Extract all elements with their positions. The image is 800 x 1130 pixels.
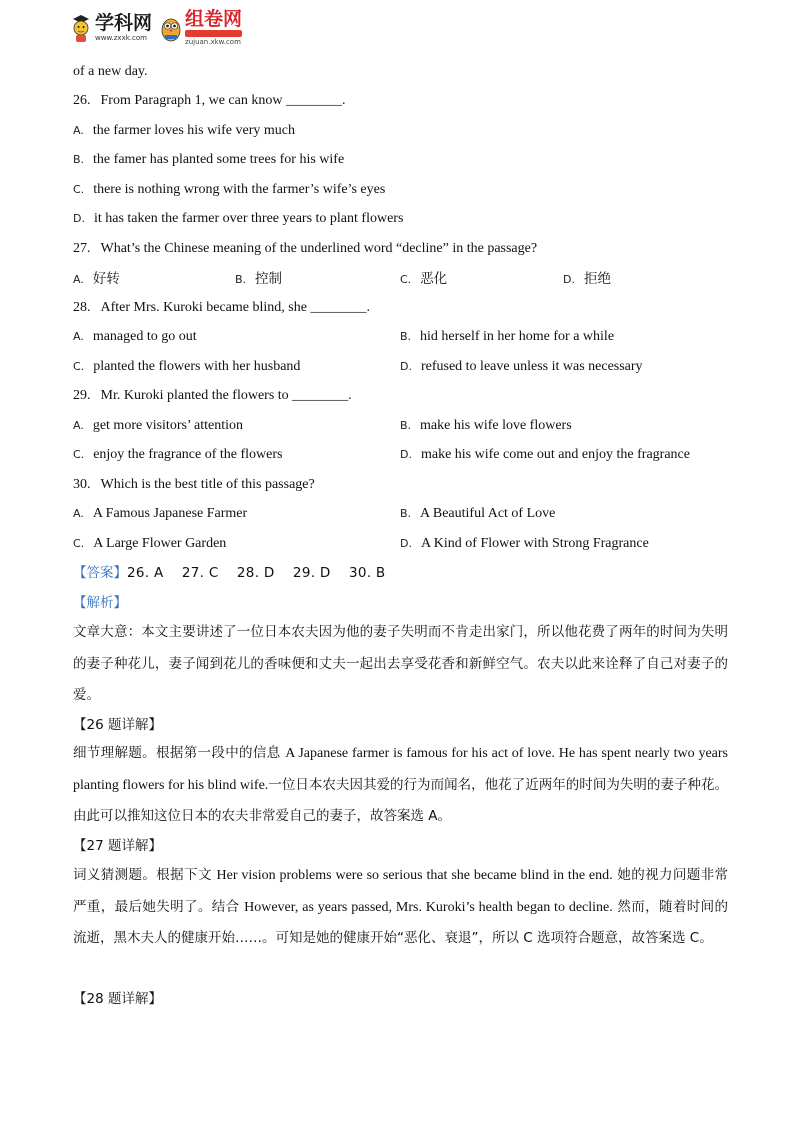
option-27-c[interactable]: C. 恶化 xyxy=(400,271,448,287)
question-number: 28. xyxy=(73,300,91,315)
answer-values: 26. A 27. C 28. D 29. D 30. B xyxy=(127,565,386,581)
zxxk-logo-name: 学科网 xyxy=(95,12,153,34)
logo-ribbon xyxy=(185,30,242,37)
option-27-d[interactable]: D. 拒绝 xyxy=(563,271,611,287)
question-30-stem xyxy=(73,476,315,494)
option-30-b[interactable]: B. A Beautiful Act of Love xyxy=(400,506,556,521)
question-text: After Mrs. Kuroki became blind, she ________. xyxy=(100,300,370,315)
question-29-stem xyxy=(73,387,352,405)
option-29-a[interactable]: A. get more visitors’ attention xyxy=(73,418,244,433)
option-26-a[interactable]: A. the farmer loves his wife very much xyxy=(73,123,295,138)
question-number: 30. xyxy=(73,477,91,492)
option-27-a[interactable]: A. 好转 xyxy=(73,271,120,287)
question-text: Mr. Kuroki planted the flowers to ________. xyxy=(100,388,352,403)
passage-continuation: of a new day. xyxy=(73,64,148,79)
option-28-a[interactable]: A. managed to go out xyxy=(73,329,197,344)
q28-explain-title: 【28 题详解】 xyxy=(73,991,162,1007)
q26-explain-title: 【26 题详解】 xyxy=(73,717,162,733)
question-28-stem xyxy=(73,299,370,317)
option-30-c[interactable]: C. A Large Flower Garden xyxy=(73,536,227,551)
zxxk-logo-url: www.zxxk.com xyxy=(95,34,147,42)
q26-explanation: 细节理解题。根据第一段中的信息 A Japanese farmer is famous for his act of love. He has spent nearly two years planting flowers for his blind wife.一位日本农夫因其爱的行为而闻名，他花了近两年的时间为失明的妻子种花。由此可以推知这位日本的农夫非常爱自己的妻子，故答案选 A。 xyxy=(73,745,729,824)
option-30-a[interactable]: A. A Famous Japanese Farmer xyxy=(73,506,248,521)
q27-explanation: 词义猜测题。根据下文 Her vision problems were so serious that she became blind in the end. 她的视力问题非常严重，最后她失明了。结合 However, as years passed, Mrs. Kuroki’s health began to decline. 然而，随着时间的流逝，黑木夫人的健康开始……。可知是她的健康开始“恶化、衰退”，所以 C 选项符合题意，故答案选 C。 xyxy=(73,867,729,946)
question-number: 27. xyxy=(73,241,91,256)
q27-explain-title: 【27 题详解】 xyxy=(73,838,162,854)
option-28-c[interactable]: C. planted the flowers with her husband xyxy=(73,359,301,374)
passage-summary: 文章大意：本文主要讲述了一位日本农夫因为他的妻子失明而不肯走出家门，所以他花费了两年的时间为失明的妻子种花儿，妻子闻到花儿的香味便和丈夫一起出去享受花香和新鲜空气。农夫以此来诠释了自己对妻子的爱。 xyxy=(73,624,728,703)
zxxk-logo[interactable] xyxy=(70,13,152,43)
zujuan-logo-url: zujuan.xkw.com xyxy=(185,38,241,46)
mascot-icon xyxy=(70,13,92,43)
zujuan-logo-name: 组卷网 xyxy=(185,8,243,30)
option-29-d[interactable]: D. make his wife come out and enjoy the fragrance xyxy=(400,447,690,462)
answer-line xyxy=(73,564,385,583)
analysis-tag: 【解析】 xyxy=(73,595,127,611)
option-26-b[interactable]: B. the famer has planted some trees for his wife xyxy=(73,152,345,167)
question-number: 26. xyxy=(73,93,91,108)
question-number: 29. xyxy=(73,388,91,403)
question-26-stem xyxy=(73,92,345,110)
option-28-b[interactable]: B. hid herself in her home for a while xyxy=(400,329,615,344)
owl-icon xyxy=(160,13,182,43)
option-29-b[interactable]: B. make his wife love flowers xyxy=(400,418,572,433)
question-text: What’s the Chinese meaning of the underlined word “decline” in the passage? xyxy=(100,241,538,256)
question-text: From Paragraph 1, we can know ________. xyxy=(100,93,346,108)
answer-tag: 【答案】 xyxy=(73,565,127,581)
question-text: Which is the best title of this passage? xyxy=(100,477,315,492)
option-26-c[interactable]: C. there is nothing wrong with the farmer’s wife’s eyes xyxy=(73,182,386,197)
option-29-c[interactable]: C. enjoy the fragrance of the flowers xyxy=(73,447,283,462)
zujuan-logo[interactable] xyxy=(160,10,242,46)
option-28-d[interactable]: D. refused to leave unless it was necessary xyxy=(400,359,643,374)
analysis-tag-line xyxy=(73,594,127,613)
option-30-d[interactable]: D. A Kind of Flower with Strong Fragrance xyxy=(400,536,649,551)
option-26-d[interactable]: D. it has taken the farmer over three years to plant flowers xyxy=(73,211,404,226)
option-27-b[interactable]: B. 控制 xyxy=(235,271,283,287)
question-27-stem xyxy=(73,240,537,258)
header-logos xyxy=(70,10,242,46)
